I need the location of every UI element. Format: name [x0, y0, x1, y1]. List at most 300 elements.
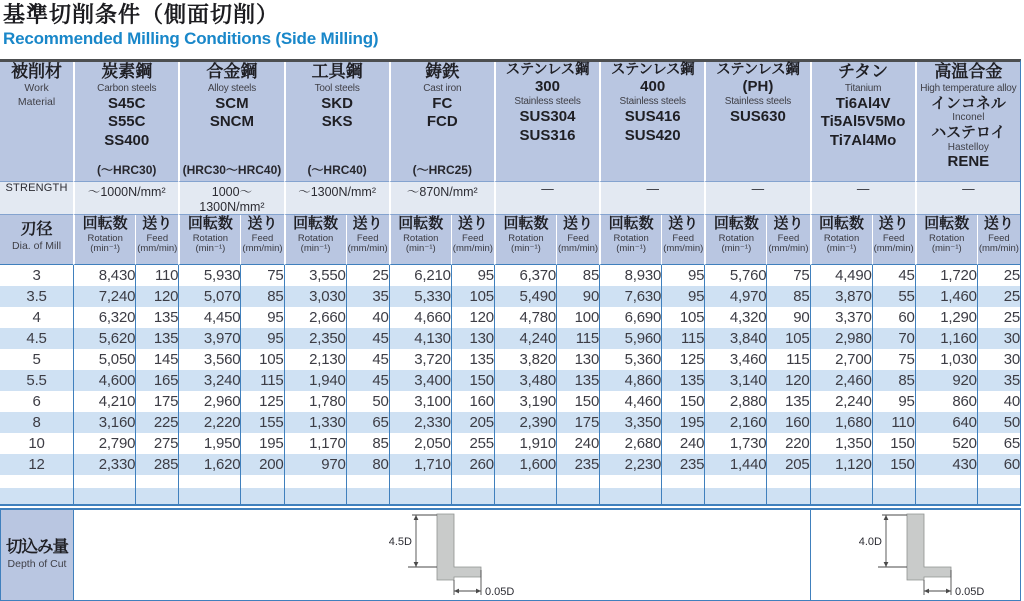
rotation-unit: (min⁻¹): [931, 243, 962, 255]
rotation-value: 1,350: [810, 433, 872, 454]
rotation-value: 4,860: [599, 370, 661, 391]
rotation-unit: (min⁻¹): [721, 243, 752, 255]
material-grade-en: Hastelloy: [947, 141, 989, 153]
dia-of-mill-header: [0, 215, 73, 265]
rotation-value: 970: [284, 454, 346, 475]
rotation-value: 2,350: [284, 328, 346, 349]
feed-value: 220: [766, 433, 809, 454]
rotation-en: Rotation: [508, 232, 544, 244]
rotation-value: 2,680: [599, 433, 661, 454]
data-row-dia-4: [0, 307, 1020, 328]
feed-value: 240: [661, 433, 704, 454]
rotation-value: 2,460: [810, 370, 872, 391]
rotation-value: 920: [915, 370, 977, 391]
rotation-value: 4,780: [494, 307, 556, 328]
rotation-value: 2,960: [178, 391, 240, 412]
depth-diagram-cell-left: [74, 510, 811, 600]
data-row-dia-10: [0, 433, 1020, 454]
rotation-ja: 回転数: [398, 215, 444, 232]
material-grade: S55C: [107, 113, 146, 131]
empty-cell: [346, 475, 389, 488]
rotation-value: 3,460: [704, 349, 766, 370]
empty-row-blue: [0, 488, 1020, 504]
data-row-dia-8: [0, 412, 1020, 433]
feed-value: 205: [766, 454, 809, 475]
material-header-7: [810, 62, 915, 181]
material-name-sub: 300: [534, 77, 560, 95]
material-grade: ハステロイ: [931, 123, 1006, 141]
rotation-unit: (min⁻¹): [90, 243, 121, 255]
rotation-value: 1,120: [810, 454, 872, 475]
rotation-value: 3,100: [389, 391, 451, 412]
rotation-en: Rotation: [403, 232, 439, 244]
rotation-header-2: [284, 215, 346, 265]
material-grade: SUS304: [519, 108, 576, 126]
rotation-value: 2,050: [389, 433, 451, 454]
subheader-row: [0, 215, 1020, 265]
material-header-4: [494, 62, 599, 181]
feed-value: 175: [135, 391, 178, 412]
empty-cell: [661, 475, 704, 488]
feed-ja: 送り: [563, 215, 594, 232]
rotation-ja: 回転数: [82, 215, 128, 232]
empty-cell: [704, 488, 766, 504]
empty-cell: [451, 475, 494, 488]
data-row-dia-5: [0, 349, 1020, 370]
depth-label-ja: 切込み量: [6, 538, 68, 557]
feed-value: 75: [872, 349, 915, 370]
rotation-value: 3,560: [178, 349, 240, 370]
feed-en: Feed: [672, 232, 695, 244]
feed-value: 85: [240, 286, 283, 307]
rotation-ja: 回転数: [293, 215, 339, 232]
material-hardness: (～HRC25): [412, 163, 472, 177]
rotation-value: 1,600: [494, 454, 556, 475]
empty-cell: [494, 475, 556, 488]
feed-value: 135: [135, 307, 178, 328]
rotation-value: 5,490: [494, 286, 556, 307]
feed-header-4: [556, 215, 599, 265]
feed-en: Feed: [356, 232, 379, 244]
rotation-value: 4,600: [73, 370, 135, 391]
feed-header-0: [135, 215, 178, 265]
feed-value: 60: [872, 307, 915, 328]
feed-en: Feed: [146, 232, 169, 244]
rotation-value: 4,210: [73, 391, 135, 412]
feed-ja: 送り: [142, 215, 173, 232]
dia-value: 4.5: [0, 328, 73, 349]
rotation-value: 2,230: [599, 454, 661, 475]
feed-value: 85: [872, 370, 915, 391]
feed-en: Feed: [988, 232, 1010, 244]
material-grade: SS400: [104, 132, 150, 150]
material-name-en: Stainless steels: [514, 96, 581, 108]
empty-cell: [915, 475, 977, 488]
dia-value: 10: [28, 435, 45, 452]
feed-header-2: [346, 215, 389, 265]
material-grade: RENE: [947, 153, 990, 171]
strength-value-6: —: [704, 181, 809, 215]
feed-value: 115: [556, 328, 599, 349]
strength-value-7: —: [810, 181, 915, 215]
material-grade: SUS416: [624, 108, 681, 126]
feed-value: 155: [240, 412, 283, 433]
tool-cut-shape: [437, 514, 481, 580]
feed-value: 160: [766, 412, 809, 433]
feed-value: 120: [451, 307, 494, 328]
axial-depth-label: 4.5D: [388, 536, 412, 548]
feed-value: 105: [766, 328, 809, 349]
material-name-en: High temperature alloy: [920, 82, 1017, 94]
rotation-value: 1,460: [915, 286, 977, 307]
material-grade: SCM: [215, 94, 249, 112]
feed-value: 70: [872, 328, 915, 349]
empty-cell: [240, 475, 283, 488]
feed-value: 255: [451, 433, 494, 454]
empty-cell: [451, 488, 494, 504]
data-row-dia-3.5: [0, 286, 1020, 307]
feed-value: 235: [661, 454, 704, 475]
empty-cell: [240, 488, 283, 504]
feed-value: 125: [240, 391, 283, 412]
strength-row: [0, 181, 1020, 215]
rotation-header-4: [494, 215, 556, 265]
rotation-value: 8,930: [599, 265, 661, 286]
feed-unit: (mm/min): [768, 243, 809, 255]
radial-depth-label: 0.05D: [955, 586, 985, 598]
rotation-value: 1,720: [915, 265, 977, 286]
rotation-ja: 回転数: [713, 215, 759, 232]
empty-cell: [494, 488, 556, 504]
empty-cell: [810, 475, 872, 488]
rotation-value: 4,240: [494, 328, 556, 349]
rotation-value: 430: [915, 454, 977, 475]
feed-value: 145: [135, 349, 178, 370]
feed-ja: 送り: [983, 215, 1014, 232]
feed-value: 75: [240, 265, 283, 286]
depth-of-cut-label: [1, 510, 74, 600]
rotation-value: 2,330: [73, 454, 135, 475]
rotation-value: 1,330: [284, 412, 346, 433]
rotation-unit: (min⁻¹): [511, 243, 541, 255]
feed-unit: (mm/min): [663, 243, 704, 255]
feed-en: Feed: [251, 232, 274, 244]
rotation-value: 1,440: [704, 454, 766, 475]
feed-value: 45: [346, 328, 389, 349]
strength-value-2: ～1300N/mm²: [284, 181, 389, 215]
rotation-header-8: [915, 215, 977, 265]
rotation-header-1: [178, 215, 240, 265]
feed-value: 90: [556, 286, 599, 307]
feed-value: 135: [661, 370, 704, 391]
rotation-value: 2,130: [284, 349, 346, 370]
feed-value: 150: [872, 454, 915, 475]
rotation-value: 5,050: [73, 349, 135, 370]
dia-value: 12: [0, 454, 73, 475]
empty-cell: [704, 475, 766, 488]
feed-ja: 送り: [878, 215, 909, 232]
rotation-value: 3,720: [389, 349, 451, 370]
material-grade: FCD: [426, 113, 458, 131]
rotation-value: 1,290: [915, 307, 977, 328]
feed-value: 275: [135, 433, 178, 454]
feed-ja: 送り: [668, 215, 699, 232]
empty-cell: [810, 488, 872, 504]
data-row-dia-4.5: [0, 328, 1020, 349]
material-name-ja: 工具鋼: [311, 62, 363, 81]
material-name-ja: ステンレス鋼: [716, 62, 800, 78]
rotation-value: 1,910: [494, 433, 556, 454]
feed-value: 95: [240, 307, 283, 328]
material-grade: FC: [432, 94, 453, 112]
milling-conditions-table: [0, 59, 1021, 506]
empty-cell: [389, 488, 451, 504]
empty-cell: [73, 488, 135, 504]
feed-ja: 送り: [247, 215, 278, 232]
rotation-value: 3,140: [704, 370, 766, 391]
rotation-value: 1,620: [178, 454, 240, 475]
feed-value: 115: [766, 349, 809, 370]
dia-label-ja: 刃径: [20, 221, 53, 238]
feed-en: Feed: [777, 232, 800, 244]
feed-ja: 送り: [773, 215, 804, 232]
rotation-header-5: [599, 215, 661, 265]
rotation-value: 3,030: [284, 286, 346, 307]
material-grade: SUS420: [624, 127, 681, 145]
empty-cell: [178, 475, 240, 488]
material-grade: SNCM: [209, 113, 254, 131]
feed-value: 85: [766, 286, 809, 307]
rotation-value: 5,930: [178, 265, 240, 286]
rotation-value: 1,780: [284, 391, 346, 412]
rotation-value: 4,660: [389, 307, 451, 328]
feed-value: 205: [451, 412, 494, 433]
feed-value: 25: [977, 265, 1020, 286]
material-header-row: [0, 62, 1020, 181]
rotation-value: 3,970: [178, 328, 240, 349]
feed-value: 95: [451, 265, 494, 286]
material-grade: SUS630: [729, 108, 786, 126]
table-body: [0, 265, 1020, 504]
tool-cut-shape: [907, 514, 951, 580]
rotation-value: 3,550: [284, 265, 346, 286]
feed-value: 50: [977, 412, 1020, 433]
feed-value: 25: [977, 286, 1020, 307]
feed-header-1: [240, 215, 283, 265]
rotation-value: 5,960: [599, 328, 661, 349]
rotation-unit: (min⁻¹): [195, 243, 226, 255]
data-row-dia-3: [0, 265, 1020, 286]
material-name-sub: 400: [640, 77, 666, 95]
rotation-value: 3,400: [389, 370, 451, 391]
dia-value: 4: [32, 309, 41, 326]
rotation-ja: 回転数: [608, 215, 654, 232]
feed-value: 195: [240, 433, 283, 454]
feed-value: 130: [556, 349, 599, 370]
empty-cell: [73, 475, 135, 488]
feed-value: 45: [346, 349, 389, 370]
depth-of-cut-section: [0, 508, 1021, 601]
feed-value: 285: [135, 454, 178, 475]
material-hardness: (～HRC30): [97, 163, 157, 177]
rotation-value: 1,170: [284, 433, 346, 454]
feed-header-8: [977, 215, 1020, 265]
rotation-value: 1,940: [284, 370, 346, 391]
rotation-value: 6,320: [73, 307, 135, 328]
feed-value: 85: [346, 433, 389, 454]
material-name-en: Alloy steels: [207, 82, 257, 94]
rotation-value: 3,820: [494, 349, 556, 370]
material-grade-en: Inconel: [952, 112, 985, 124]
rotation-header-0: [73, 215, 135, 265]
material-name-ja: 炭素鋼: [101, 62, 153, 81]
feed-value: 100: [556, 307, 599, 328]
rotation-en: Rotation: [929, 232, 965, 244]
rotation-value: 2,220: [178, 412, 240, 433]
feed-unit: (mm/min): [242, 243, 283, 255]
feed-value: 25: [977, 307, 1020, 328]
work-material-en-1: Material: [17, 95, 56, 108]
feed-value: 25: [346, 265, 389, 286]
work-material-en-0: Work: [24, 82, 49, 95]
feed-value: 105: [451, 286, 494, 307]
empty-cell: [977, 488, 1020, 504]
empty-cell: [389, 475, 451, 488]
rotation-value: 5,760: [704, 265, 766, 286]
rotation-value: 1,160: [915, 328, 977, 349]
material-name-en: Tool steels: [314, 82, 360, 94]
rotation-header-7: [810, 215, 872, 265]
material-grade: S45C: [107, 94, 146, 112]
material-header-1: [178, 62, 283, 181]
material-name-en: Stainless steels: [619, 96, 686, 108]
arrow-up: [414, 515, 419, 520]
rotation-value: 1,710: [389, 454, 451, 475]
page-title: 基準切削条件（側面切削）: [3, 2, 280, 27]
feed-value: 35: [346, 286, 389, 307]
strength-value-4: —: [494, 181, 599, 215]
feed-en: Feed: [462, 232, 484, 244]
feed-value: 150: [661, 391, 704, 412]
rotation-value: 5,330: [389, 286, 451, 307]
dia-value: 3: [32, 267, 41, 284]
material-header-2: [284, 62, 389, 181]
feed-unit: (mm/min): [452, 243, 493, 255]
rotation-value: 5,070: [178, 286, 240, 307]
feed-value: 115: [240, 370, 283, 391]
rotation-value: 4,130: [389, 328, 451, 349]
feed-value: 200: [240, 454, 283, 475]
feed-value: 110: [872, 412, 915, 433]
dia-value: 3.5: [0, 286, 73, 307]
feed-unit: (mm/min): [873, 243, 914, 255]
material-grade: SKD: [321, 94, 353, 112]
empty-cell: [556, 475, 599, 488]
empty-cell: [556, 488, 599, 504]
empty-cell: [661, 488, 704, 504]
rotation-value: 2,160: [704, 412, 766, 433]
strength-value-3: ～870N/mm²: [389, 181, 494, 215]
rotation-value: 2,330: [389, 412, 451, 433]
strength-value-1: 1000～1300N/mm²: [178, 181, 283, 215]
feed-value: 260: [451, 454, 494, 475]
rotation-value: 6,210: [389, 265, 451, 286]
title-block: [0, 0, 1024, 59]
feed-ja: 送り: [457, 215, 488, 232]
rotation-en: Rotation: [613, 232, 649, 244]
rotation-value: 2,790: [73, 433, 135, 454]
rotation-en: Rotation: [718, 232, 755, 244]
rotation-value: 860: [915, 391, 977, 412]
feed-value: 225: [135, 412, 178, 433]
material-name-ja: 合金鋼: [206, 62, 258, 81]
rotation-value: 4,490: [810, 265, 872, 286]
material-grade: Ti6Al4V: [835, 94, 891, 112]
material-hardness: (～HRC40): [307, 163, 367, 177]
rotation-value: 640: [915, 412, 977, 433]
empty-cell: [599, 475, 661, 488]
material-name-en: Titanium: [844, 82, 882, 94]
material-name-sub: (PH): [742, 77, 774, 95]
rotation-value: 3,350: [599, 412, 661, 433]
rotation-value: 3,160: [73, 412, 135, 433]
rotation-value: 4,970: [704, 286, 766, 307]
feed-value: 95: [872, 391, 915, 412]
empty-cell: [178, 488, 240, 504]
empty-cell: [0, 488, 73, 504]
material-name-en: Stainless steels: [724, 96, 792, 108]
work-material-header: [0, 62, 73, 181]
work-material-ja: 被削材: [11, 62, 63, 81]
rotation-value: 2,880: [704, 391, 766, 412]
table-head: [0, 62, 1020, 265]
dia-value: 6: [32, 393, 41, 410]
empty-cell: [977, 475, 1020, 488]
arrow-right: [946, 589, 951, 594]
feed-value: 115: [661, 328, 704, 349]
empty-row-white: [0, 475, 1020, 488]
feed-value: 175: [556, 412, 599, 433]
empty-cell: [599, 488, 661, 504]
feed-value: 105: [661, 307, 704, 328]
material-grade: SUS316: [519, 127, 576, 145]
feed-value: 110: [135, 265, 178, 286]
empty-cell: [872, 488, 915, 504]
rotation-unit: (min⁻¹): [300, 243, 331, 255]
rotation-value: 2,240: [810, 391, 872, 412]
empty-cell: [872, 475, 915, 488]
feed-unit: (mm/min): [347, 243, 388, 255]
rotation-value: 6,370: [494, 265, 556, 286]
feed-value: 85: [556, 265, 599, 286]
depth-label-en: Depth of Cut: [7, 558, 67, 571]
feed-en: Feed: [567, 232, 589, 244]
strength-value-8: —: [915, 181, 1020, 215]
feed-value: 150: [556, 391, 599, 412]
dia-value: 5: [32, 351, 41, 368]
material-grade: インコネル: [930, 94, 1006, 112]
material-grade: SKS: [321, 113, 353, 131]
feed-value: 60: [977, 454, 1020, 475]
arrow-right: [476, 589, 481, 594]
feed-value: 75: [766, 265, 809, 286]
rotation-value: 520: [915, 433, 977, 454]
empty-cell: [915, 488, 977, 504]
feed-value: 95: [240, 328, 283, 349]
rotation-value: 1,730: [704, 433, 766, 454]
feed-unit: (mm/min): [978, 243, 1019, 255]
feed-value: 30: [977, 328, 1020, 349]
